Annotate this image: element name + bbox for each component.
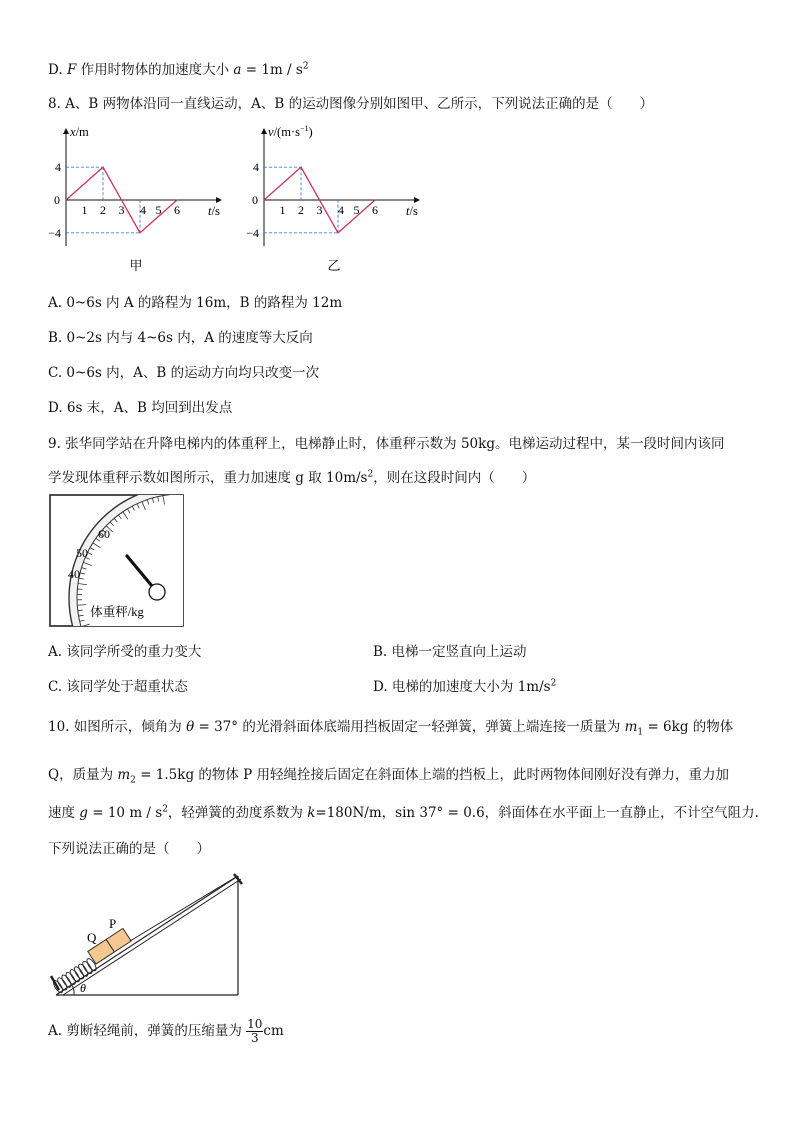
angle-arc (72, 985, 74, 995)
y-tick-label: 4 (55, 160, 61, 175)
var-m: m (624, 719, 638, 735)
stem-text: 速度 (48, 805, 80, 821)
q7-option-d (48, 58, 309, 78)
x-axis-arrow (414, 197, 420, 203)
y-tick-label: 0 (252, 193, 258, 207)
light-rope (130, 877, 236, 941)
q9-stem-line2 (48, 466, 535, 486)
x-tick-label: 1 (81, 203, 88, 217)
x-tick-label: 6 (372, 203, 378, 217)
needle-pivot (149, 584, 165, 600)
label-theta: θ (80, 981, 86, 995)
stem-text: = 10 m / s (87, 805, 163, 821)
stem-text: = 6kg 的物体 (643, 719, 734, 735)
y-tick-label: 4 (253, 160, 259, 175)
y-axis-arrow (261, 128, 267, 134)
q9-option-b: B. 电梯一定竖直向上运动 (373, 644, 527, 660)
label-P: P (109, 916, 117, 931)
q8-option-d: D. 6s 末，A、B 均回到出发点 (48, 400, 233, 416)
scale-label: 体重秤/kg (90, 605, 144, 619)
scale-mark-60: 60 (98, 527, 110, 541)
stem-text: 10. 如图所示，倾角为 (48, 719, 187, 735)
option-prefix: D. (48, 62, 67, 78)
y-axis-arrow (63, 128, 69, 134)
y-tick-label: −4 (48, 225, 61, 240)
option-unit: cm (263, 1023, 284, 1039)
x-tick-label: 3 (316, 203, 323, 217)
superscript: 2 (550, 678, 557, 689)
var-a: a (233, 62, 242, 78)
x-tick-label: 5 (353, 203, 360, 217)
option-text: A. 剪断轻绳前，弹簧的压缩量为 (48, 1023, 247, 1039)
q10-option-a (48, 1018, 284, 1045)
stem-text: = 1.5kg 的物体 P 用轻绳拴接后固定在斜面体上端的挡板上，此时两物体间刚好没有弹力，重力加 (135, 767, 730, 783)
option-text: 作用时物体的加速度大小 (76, 62, 234, 78)
superscript: 2 (367, 469, 374, 480)
label-Q: Q (87, 930, 97, 945)
q9-option-c: C. 该同学处于超重状态 (48, 679, 188, 695)
q9-option-d (373, 675, 556, 695)
subscript: 2 (130, 775, 136, 786)
var-g: g (79, 805, 88, 821)
q10-stem-line2 (48, 763, 729, 786)
incline-figure (44, 868, 244, 1000)
incline-surface (56, 876, 238, 995)
x-tick-label: 2 (298, 203, 304, 217)
q8-graph-jia (48, 120, 238, 280)
q8-option-c: C. 0~6s 内，A、B 的运动方向均只改变一次 (48, 365, 320, 381)
graph-caption: 乙 (327, 258, 341, 273)
x-tick-label: 6 (174, 203, 180, 217)
var-theta: θ (186, 719, 195, 735)
scale-mark-50: 50 (76, 546, 88, 560)
stem-text: = 37° 的光滑斜面体底端用挡板固定一轻弹簧，弹簧上端连接一质量为 (194, 719, 625, 735)
stem-text: Q，质量为 (48, 767, 118, 783)
var-F: F (66, 62, 77, 78)
x-axis-label: t/s (406, 204, 418, 218)
x-tick-label: 4 (140, 203, 146, 217)
y-axis-label: x/m (70, 125, 89, 139)
x-axis-arrow (216, 197, 222, 203)
q9-stem-line1: 9. 张华同学站在升降电梯内的体重秤上，电梯静止时，体重秤示数为 50kg。电梯运动过程中，某一段时间内该同 (48, 436, 725, 452)
var-m: m (117, 767, 131, 783)
y-tick-label: 0 (54, 193, 60, 207)
q8-graph-yi (246, 120, 436, 280)
q9-option-a: A. 该同学所受的重力变大 (48, 644, 202, 660)
q10-stem-line4: 下列说法正确的是（ ） (48, 841, 210, 857)
x-tick-label: 4 (338, 203, 344, 217)
weighing-scale-figure (49, 494, 185, 628)
stem-text: ，轻弹簧的劲度系数为 (167, 805, 308, 821)
q8-option-b: B. 0~2s 内与 4~6s 内，A 的速度等大反向 (48, 330, 313, 346)
subscript: 1 (637, 727, 644, 738)
x-tick-label: 1 (279, 203, 286, 217)
stem-text: =180N/m，sin 37° = 0.6，斜面体在水平面上一直静止，不计空气阻力. (315, 805, 759, 821)
y-tick-label: −4 (246, 225, 259, 240)
fraction-numerator: 10 (247, 1017, 263, 1031)
q10-stem-line1 (48, 715, 733, 738)
stem-text: ，则在这段时间内（ ） (373, 470, 536, 486)
graph-caption: 甲 (129, 258, 143, 273)
q10-stem-line3 (48, 801, 759, 821)
option-text: D. 电梯的加速度大小为 1m/s (373, 679, 551, 695)
scale-mark-40: 40 (68, 567, 80, 581)
superscript: 2 (302, 61, 309, 72)
fraction (246, 1018, 263, 1045)
q8-option-a: A. 0~6s 内 A 的路程为 16m，B 的路程为 12m (48, 295, 343, 311)
x-tick-label: 2 (100, 203, 106, 217)
x-axis-label: t/s (208, 204, 220, 218)
stem-text: 学发现体重秤示数如图所示，重力加速度 g 取 10m/s (48, 470, 368, 486)
x-tick-label: 3 (118, 203, 125, 217)
q8-stem: 8. A、B 两物体沿同一直线运动，A、B 的运动图像分别如图甲、乙所示，下列说法正确的是（ ） (48, 96, 654, 112)
superscript: 2 (162, 804, 168, 815)
x-tick-label: 5 (155, 203, 162, 217)
fraction-denominator: 3 (250, 1031, 259, 1045)
var-k: k (307, 805, 316, 821)
option-value: = 1m / s (241, 62, 303, 78)
y-axis-label: $v/(m\cdot s^{-1})$ (268, 124, 313, 139)
